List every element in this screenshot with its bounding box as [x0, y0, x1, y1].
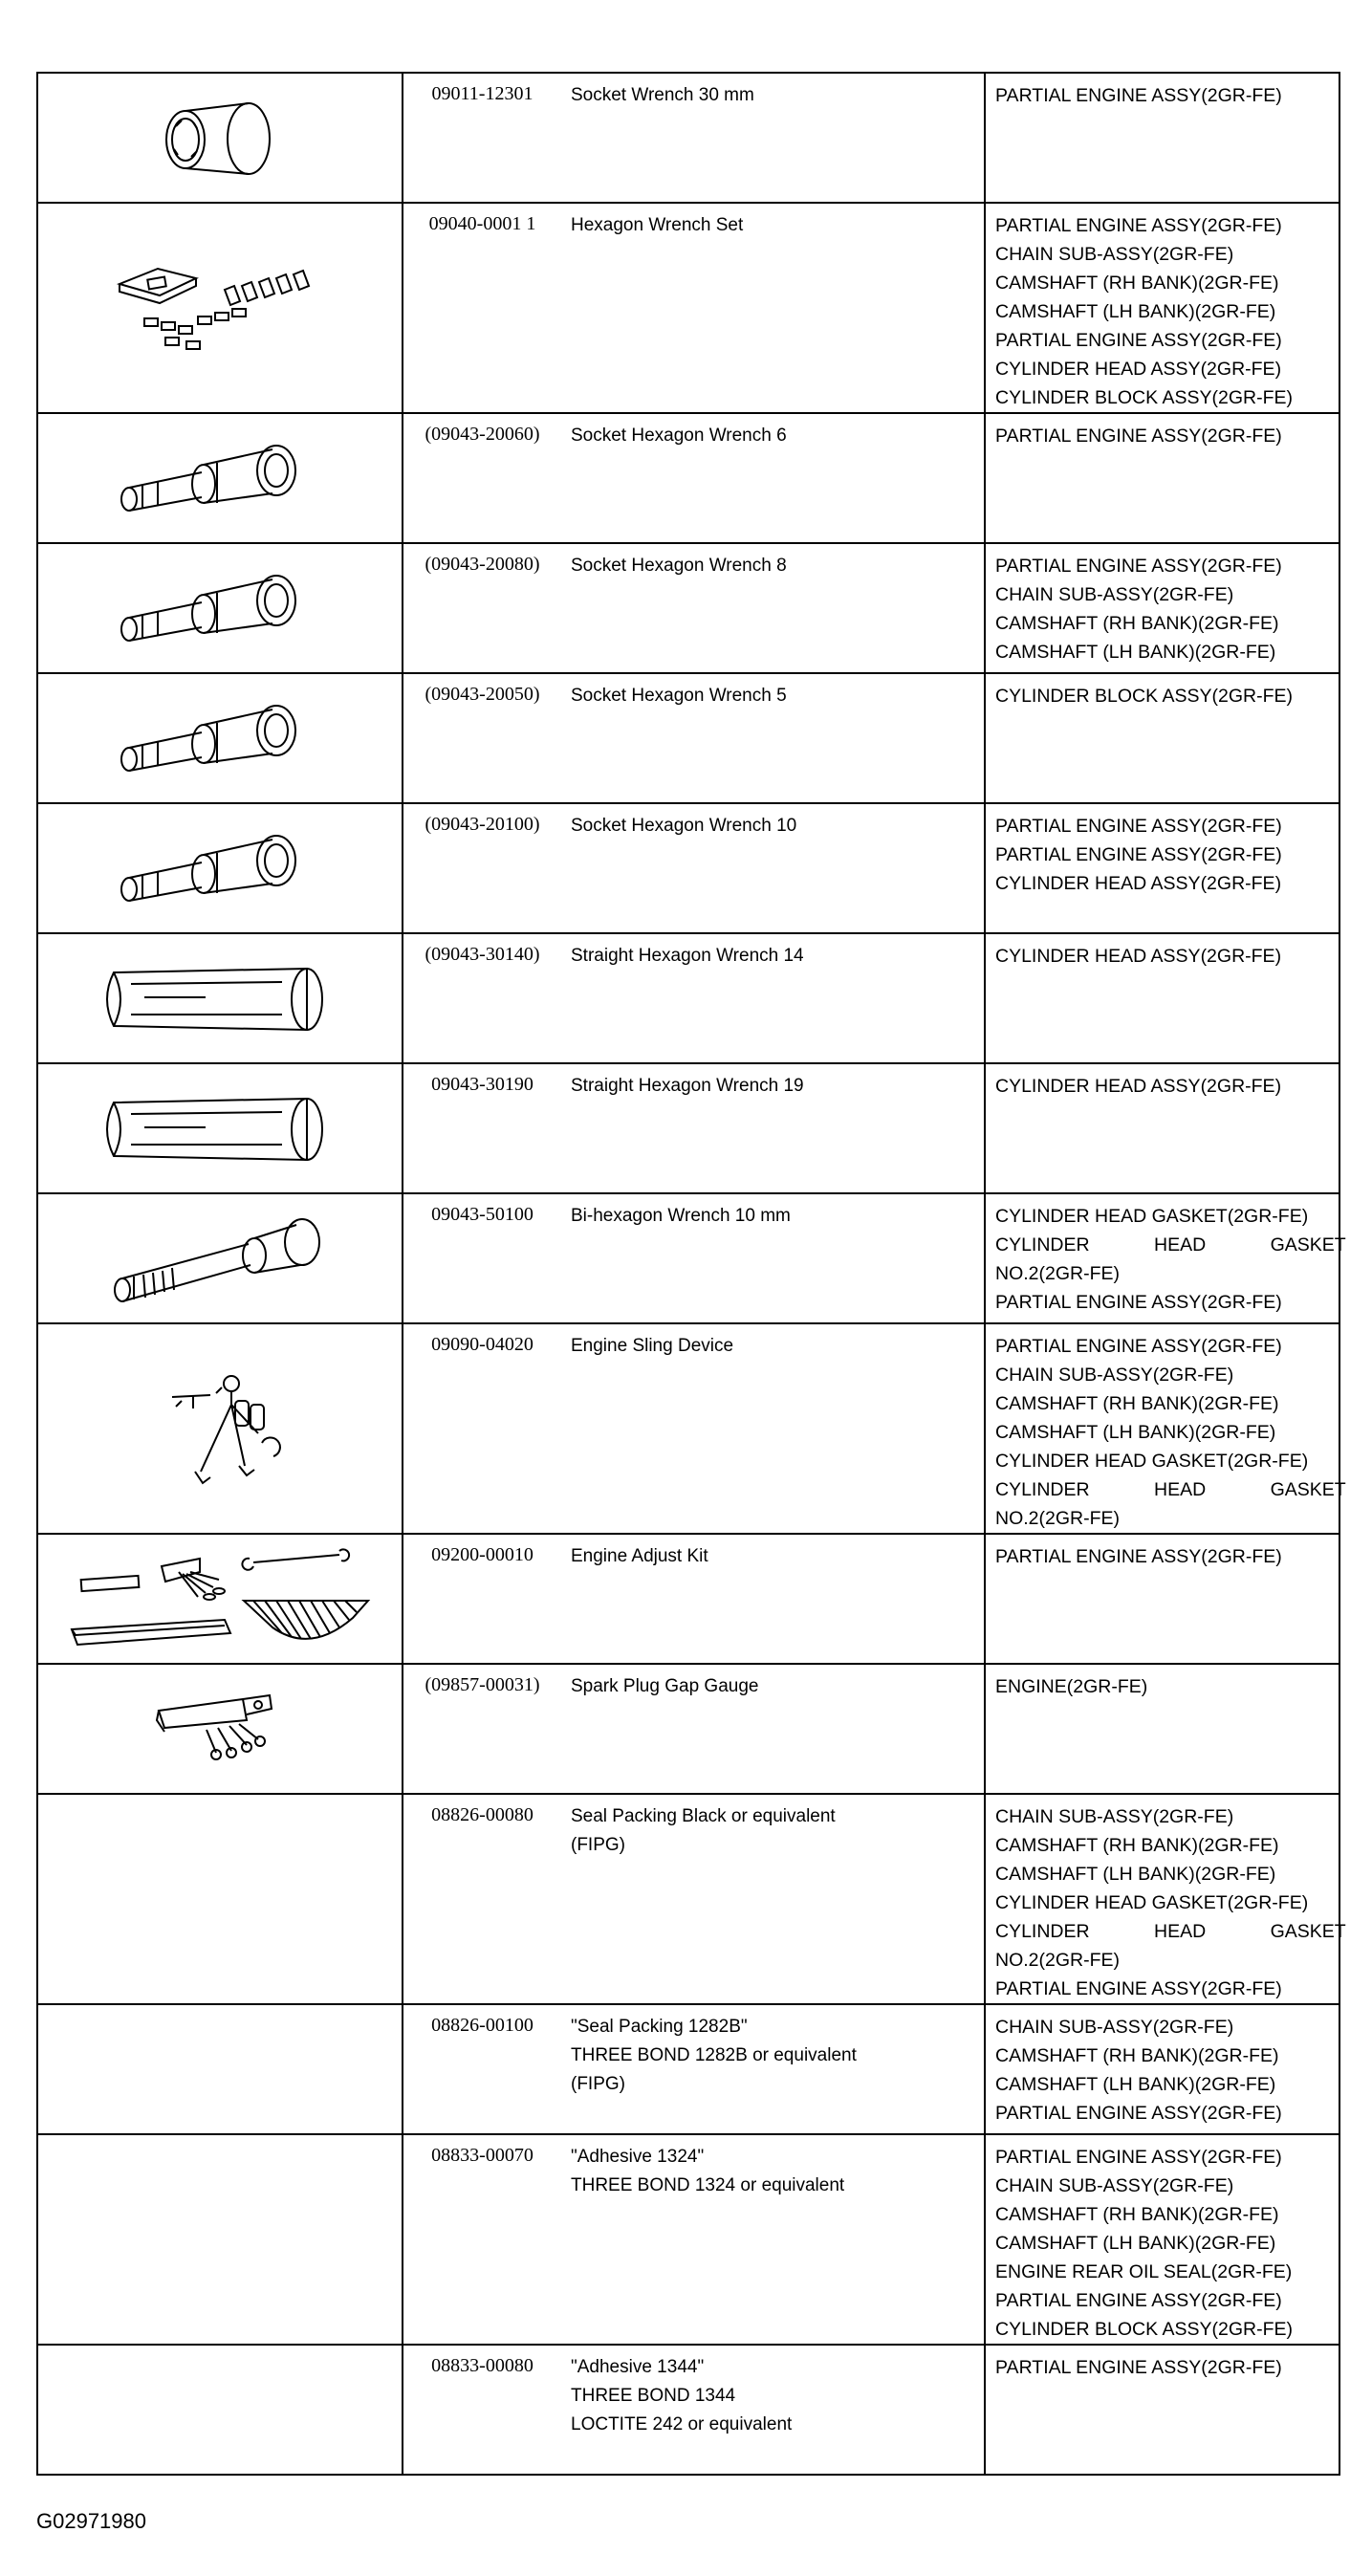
- description-line: Straight Hexagon Wrench 14: [571, 946, 804, 966]
- part-number: 08833-00080: [403, 2345, 561, 2475]
- application-list: [985, 203, 1339, 413]
- table-row: [37, 203, 1339, 413]
- table-row: [37, 1794, 1339, 2004]
- application-item: CAMSHAFT (RH BANK)(2GR-FE): [995, 613, 1279, 634]
- description-line: Hexagon Wrench Set: [571, 215, 744, 235]
- application-item: PARTIAL ENGINE ASSY(2GR-FE): [995, 556, 1282, 577]
- tool-description: [561, 2345, 985, 2475]
- application-item: CYLINDER HEAD ASSY(2GR-FE): [995, 1076, 1282, 1097]
- application-list: [985, 413, 1339, 543]
- part-number: 09200-00010: [403, 1534, 561, 1664]
- application-item: ENGINE REAR OIL SEAL(2GR-FE): [995, 2261, 1293, 2282]
- application-item: CAMSHAFT (RH BANK)(2GR-FE): [995, 2045, 1279, 2066]
- tool-illustration-cell: [37, 2004, 403, 2134]
- description-line: (FIPG): [571, 2074, 625, 2094]
- figure-code: G02971980: [36, 2509, 146, 2533]
- application-list: [985, 2345, 1339, 2475]
- description-line: "Adhesive 1324": [571, 2147, 705, 2167]
- description-line: THREE BOND 1344: [571, 2386, 736, 2406]
- description-line: (FIPG): [571, 1835, 625, 1855]
- table-row: [37, 413, 1339, 543]
- application-list: [985, 73, 1339, 203]
- application-item: CAMSHAFT (LH BANK)(2GR-FE): [995, 642, 1276, 663]
- application-item: CAMSHAFT (RH BANK)(2GR-FE): [995, 1393, 1279, 1414]
- tool-illustration-cell: [37, 1794, 403, 2004]
- application-item: PARTIAL ENGINE ASSY(2GR-FE): [995, 426, 1282, 447]
- part-number: (09043-30140): [403, 933, 561, 1063]
- table-row: [37, 73, 1339, 203]
- tool-description: [561, 1193, 985, 1323]
- table-row: [37, 933, 1339, 1063]
- tool-description: [561, 1323, 985, 1534]
- application-list: [985, 1664, 1339, 1794]
- application-list: [985, 1794, 1346, 2004]
- table-row: [37, 673, 1339, 803]
- part-number: 08826-00080: [403, 1794, 561, 2004]
- tool-description: [561, 1063, 985, 1193]
- description-line: "Adhesive 1344": [571, 2357, 705, 2377]
- application-item: PARTIAL ENGINE ASSY(2GR-FE): [995, 1546, 1282, 1567]
- tool-illustration-cell: [37, 413, 403, 543]
- application-item: CHAIN SUB-ASSY(2GR-FE): [995, 584, 1234, 605]
- tool-description: [561, 2004, 985, 2134]
- table-row: [37, 2004, 1339, 2134]
- description-line: Spark Plug Gap Gauge: [571, 1676, 759, 1696]
- tool-illustration-cell: [37, 1193, 403, 1323]
- part-number: 09090-04020: [403, 1323, 561, 1534]
- application-item: CYLINDER BLOCK ASSY(2GR-FE): [995, 2319, 1293, 2340]
- description-line: Engine Sling Device: [571, 1336, 734, 1356]
- part-number: (09043-20100): [403, 803, 561, 933]
- description-line: Socket Hexagon Wrench 10: [571, 816, 797, 836]
- application-item: CHAIN SUB-ASSY(2GR-FE): [995, 244, 1234, 265]
- tool-illustration-cell: [37, 73, 403, 203]
- table-row: [37, 543, 1339, 673]
- application-item: CHAIN SUB-ASSY(2GR-FE): [995, 1806, 1234, 1827]
- application-item: CAMSHAFT (LH BANK)(2GR-FE): [995, 301, 1276, 322]
- application-item: CYLINDER HEAD ASSY(2GR-FE): [995, 359, 1282, 380]
- tool-description: [561, 933, 985, 1063]
- tool-illustration-cell: [37, 673, 403, 803]
- part-number: (09043-20050): [403, 673, 561, 803]
- application-item: CYLINDER BLOCK ASSY(2GR-FE): [995, 686, 1293, 707]
- part-number: (09043-20080): [403, 543, 561, 673]
- application-item: CHAIN SUB-ASSY(2GR-FE): [995, 2017, 1234, 2038]
- application-item: CAMSHAFT (RH BANK)(2GR-FE): [995, 273, 1279, 294]
- part-number: (09043-20060): [403, 413, 561, 543]
- application-item: PARTIAL ENGINE ASSY(2GR-FE): [995, 330, 1282, 351]
- application-item: CAMSHAFT (LH BANK)(2GR-FE): [995, 1864, 1276, 1885]
- application-list: [985, 2004, 1339, 2134]
- tools-table: [36, 72, 1346, 2476]
- application-item: PARTIAL ENGINE ASSY(2GR-FE): [995, 1978, 1282, 1999]
- application-item: NO.2(2GR-FE): [995, 1950, 1121, 1971]
- table-row: [37, 1063, 1339, 1193]
- description-line: Engine Adjust Kit: [571, 1546, 708, 1566]
- tool-illustration-cell: [37, 803, 403, 933]
- tool-description: [561, 803, 985, 933]
- part-number: 09043-50100: [403, 1193, 561, 1323]
- application-list: [985, 933, 1339, 1063]
- description-line: THREE BOND 1282B or equivalent: [571, 2045, 857, 2065]
- application-item: PARTIAL ENGINE ASSY(2GR-FE): [995, 2290, 1282, 2311]
- tool-description: [561, 543, 985, 673]
- tool-description: [561, 1664, 985, 1794]
- application-item: PARTIAL ENGINE ASSY(2GR-FE): [995, 1336, 1282, 1357]
- tool-illustration-cell: [37, 543, 403, 673]
- tool-description: [561, 413, 985, 543]
- application-item: PARTIAL ENGINE ASSY(2GR-FE): [995, 844, 1282, 865]
- application-item: CYLINDER HEAD GASKET: [995, 1479, 1346, 1500]
- application-item: CHAIN SUB-ASSY(2GR-FE): [995, 2175, 1234, 2196]
- table-row: [37, 1323, 1339, 1534]
- application-list: [985, 543, 1339, 673]
- description-line: Socket Hexagon Wrench 6: [571, 426, 787, 446]
- table-row: [37, 2345, 1339, 2475]
- tool-illustration-cell: [37, 1323, 403, 1534]
- application-list: [985, 1063, 1339, 1193]
- tool-illustration-cell: [37, 2345, 403, 2475]
- application-list: [985, 1323, 1346, 1534]
- description-line: Socket Hexagon Wrench 8: [571, 556, 787, 576]
- tool-description: [561, 673, 985, 803]
- application-item: NO.2(2GR-FE): [995, 1263, 1121, 1284]
- application-list: [985, 1534, 1339, 1664]
- tool-illustration-cell: [37, 1664, 403, 1794]
- application-item: CYLINDER HEAD ASSY(2GR-FE): [995, 873, 1282, 894]
- application-item: CYLINDER HEAD GASKET: [995, 1921, 1346, 1942]
- description-line: Bi-hexagon Wrench 10 mm: [571, 1206, 791, 1226]
- tool-description: [561, 73, 985, 203]
- application-item: CYLINDER HEAD GASKET(2GR-FE): [995, 1206, 1309, 1227]
- application-item: ENGINE(2GR-FE): [995, 1676, 1148, 1697]
- part-number: 09011-12301: [403, 73, 561, 203]
- part-number: 08833-00070: [403, 2134, 561, 2345]
- application-item: NO.2(2GR-FE): [995, 1508, 1121, 1529]
- application-item: PARTIAL ENGINE ASSY(2GR-FE): [995, 816, 1282, 837]
- description-line: Socket Hexagon Wrench 5: [571, 686, 787, 706]
- tool-description: [561, 2134, 985, 2345]
- table-row: [37, 803, 1339, 933]
- application-item: CAMSHAFT (LH BANK)(2GR-FE): [995, 2233, 1276, 2254]
- part-number: (09857-00031): [403, 1664, 561, 1794]
- application-item: CAMSHAFT (RH BANK)(2GR-FE): [995, 1835, 1279, 1856]
- application-list: [985, 673, 1339, 803]
- table-row: [37, 1664, 1339, 1794]
- part-number: 09040-0001 1: [403, 203, 561, 413]
- description-line: "Seal Packing 1282B": [571, 2017, 748, 2037]
- description-line: Socket Wrench 30 mm: [571, 85, 754, 105]
- table-row: [37, 1193, 1339, 1323]
- tool-illustration-cell: [37, 1063, 403, 1193]
- tool-illustration-cell: [37, 2134, 403, 2345]
- application-item: PARTIAL ENGINE ASSY(2GR-FE): [995, 1292, 1282, 1313]
- application-list: [985, 1193, 1346, 1323]
- tool-description: [561, 1794, 985, 2004]
- part-number: 09043-30190: [403, 1063, 561, 1193]
- application-list: [985, 803, 1339, 933]
- application-item: CYLINDER HEAD ASSY(2GR-FE): [995, 946, 1282, 967]
- tool-illustration-cell: [37, 1534, 403, 1664]
- tool-illustration-cell: [37, 203, 403, 413]
- application-item: PARTIAL ENGINE ASSY(2GR-FE): [995, 215, 1282, 236]
- application-item: CHAIN SUB-ASSY(2GR-FE): [995, 1364, 1234, 1386]
- application-list: [985, 2134, 1339, 2345]
- application-item: CYLINDER HEAD GASKET(2GR-FE): [995, 1451, 1309, 1472]
- application-item: CYLINDER HEAD GASKET(2GR-FE): [995, 1892, 1309, 1913]
- application-item: PARTIAL ENGINE ASSY(2GR-FE): [995, 2357, 1282, 2378]
- application-item: PARTIAL ENGINE ASSY(2GR-FE): [995, 85, 1282, 106]
- application-item: CAMSHAFT (LH BANK)(2GR-FE): [995, 2074, 1276, 2095]
- description-line: Straight Hexagon Wrench 19: [571, 1076, 804, 1096]
- table-row: [37, 1534, 1339, 1664]
- application-item: CAMSHAFT (LH BANK)(2GR-FE): [995, 1422, 1276, 1443]
- application-item: PARTIAL ENGINE ASSY(2GR-FE): [995, 2103, 1282, 2124]
- description-line: THREE BOND 1324 or equivalent: [571, 2175, 845, 2195]
- part-number: 08826-00100: [403, 2004, 561, 2134]
- description-line: Seal Packing Black or equivalent: [571, 1806, 836, 1826]
- table-row: [37, 2134, 1339, 2345]
- tool-description: [561, 1534, 985, 1664]
- tool-description: [561, 203, 985, 413]
- application-item: PARTIAL ENGINE ASSY(2GR-FE): [995, 2147, 1282, 2168]
- application-item: CYLINDER BLOCK ASSY(2GR-FE): [995, 387, 1293, 408]
- tool-illustration-cell: [37, 933, 403, 1063]
- description-line: LOCTITE 242 or equivalent: [571, 2414, 793, 2434]
- application-item: CYLINDER HEAD GASKET: [995, 1234, 1346, 1255]
- application-item: CAMSHAFT (RH BANK)(2GR-FE): [995, 2204, 1279, 2225]
